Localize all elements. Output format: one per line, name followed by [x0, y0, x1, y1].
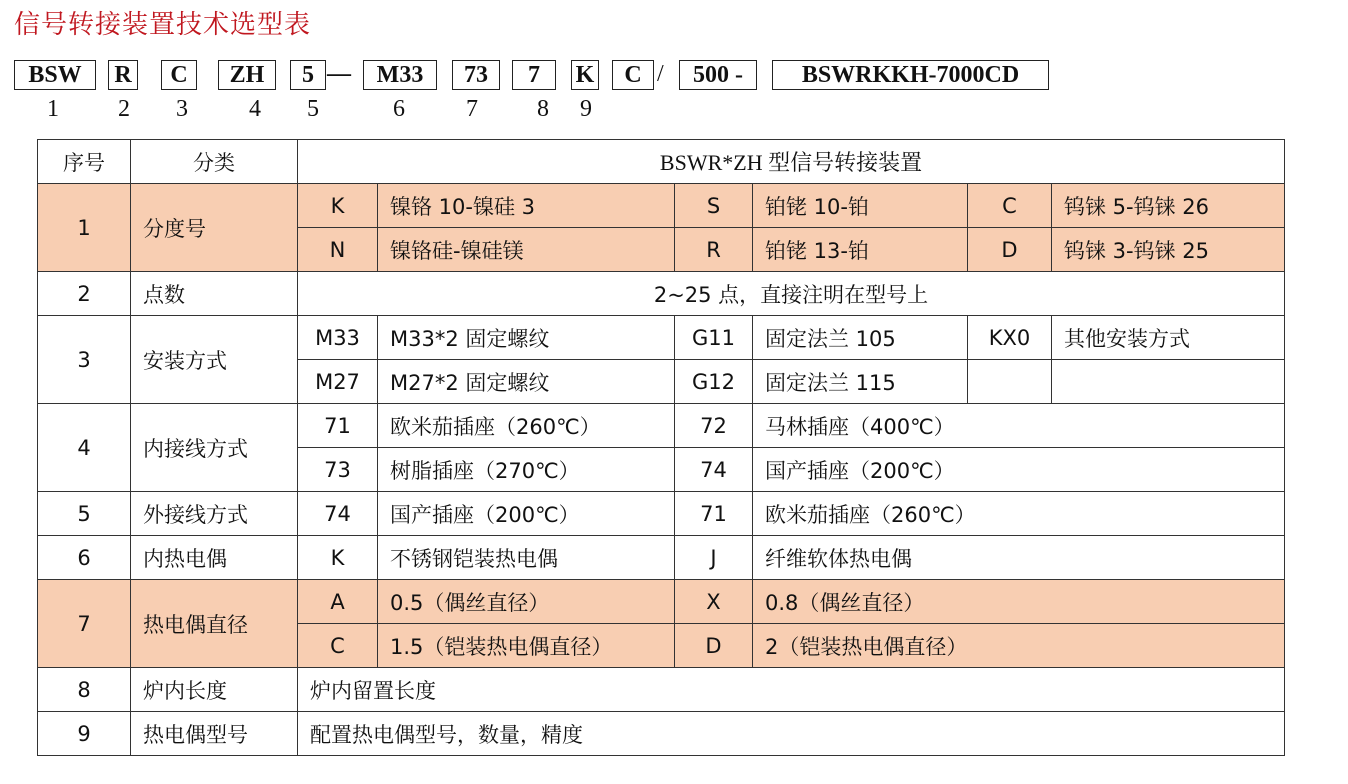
option-desc: 铂铑 13-铂 [753, 228, 968, 272]
code-box-diameter: C [612, 60, 654, 90]
row-text: 配置热电偶型号，数量，精度 [298, 712, 1285, 756]
option-desc: 树脂插座（270℃） [378, 448, 675, 492]
table-row [38, 536, 1285, 580]
option-desc: M33*2 固定螺纹 [378, 316, 675, 360]
option-code: D [675, 624, 753, 668]
row-seq: 1 [38, 184, 131, 272]
table-row [38, 404, 1285, 448]
model-code-row [0, 0, 1348, 130]
code-box-inner-wiring: 73 [452, 60, 500, 90]
code-box-model: BSWRKKH-7000CD [772, 60, 1049, 90]
option-desc: 铂铑 10-铂 [753, 184, 968, 228]
option-desc: 欧米茄插座（260℃） [378, 404, 675, 448]
row-text: 2~25 点，直接注明在型号上 [298, 272, 1285, 316]
option-code: X [675, 580, 753, 624]
option-code: J [675, 536, 753, 580]
option-code: KX0 [968, 316, 1052, 360]
option-desc: 国产插座（200℃） [378, 492, 675, 536]
row-category: 外接线方式 [131, 492, 298, 536]
selection-table [37, 139, 1285, 756]
option-desc: 不锈钢铠装热电偶 [378, 536, 675, 580]
code-slash: / [657, 61, 664, 87]
table-header-row [38, 140, 1285, 184]
code-box-thermocouple: K [571, 60, 599, 90]
option-code: 73 [298, 448, 378, 492]
page-title: 信号转接装置技术选型表 [14, 10, 312, 40]
option-desc: 国产插座（200℃） [753, 448, 1285, 492]
table-row [38, 184, 1285, 228]
option-code: G12 [675, 360, 753, 404]
row-text: 炉内留置长度 [298, 668, 1285, 712]
code-index-3: 3 [176, 96, 188, 122]
option-desc: 固定法兰 115 [753, 360, 968, 404]
row-category: 分度号 [131, 184, 298, 272]
code-box-mount: M33 [363, 60, 437, 90]
option-code: M27 [298, 360, 378, 404]
row-seq: 2 [38, 272, 131, 316]
row-category: 炉内长度 [131, 668, 298, 712]
code-box-outer-wiring: 7 [512, 60, 556, 90]
option-code: M33 [298, 316, 378, 360]
code-index-9: 9 [580, 96, 592, 122]
option-desc: 其他安装方式 [1052, 316, 1285, 360]
header-category: 分类 [131, 140, 298, 184]
option-desc: 钨铼 3-钨铼 25 [1052, 228, 1285, 272]
option-desc: 纤维软体热电偶 [753, 536, 1285, 580]
option-code: 74 [298, 492, 378, 536]
code-index-2: 2 [118, 96, 130, 122]
option-desc: 镍铬 10-镍硅 3 [378, 184, 675, 228]
option-desc: 马林插座（400℃） [753, 404, 1285, 448]
option-code: 72 [675, 404, 753, 448]
header-product: BSWR*ZH 型信号转接装置 [298, 140, 1285, 184]
option-code: K [298, 184, 378, 228]
code-index-1: 1 [47, 96, 59, 122]
option-desc: 0.5（偶丝直径） [378, 580, 675, 624]
option-desc: 欧米茄插座（260℃） [753, 492, 1285, 536]
row-category: 点数 [131, 272, 298, 316]
code-box-series: BSW [14, 60, 96, 90]
code-box-graduation: R [108, 60, 138, 90]
empty-cell [968, 360, 1052, 404]
code-index-7: 7 [466, 96, 478, 122]
option-desc: M27*2 固定螺纹 [378, 360, 675, 404]
row-category: 安装方式 [131, 316, 298, 404]
row-category: 热电偶直径 [131, 580, 298, 668]
code-index-6: 6 [393, 96, 405, 122]
option-code: K [298, 536, 378, 580]
row-seq: 6 [38, 536, 131, 580]
option-desc: 钨铼 5-钨铼 26 [1052, 184, 1285, 228]
code-box-points: 5 [290, 60, 326, 90]
option-code: G11 [675, 316, 753, 360]
code-index-8: 8 [537, 96, 549, 122]
option-code: C [968, 184, 1052, 228]
row-seq: 7 [38, 580, 131, 668]
row-seq: 3 [38, 316, 131, 404]
option-desc: 1.5（铠装热电偶直径） [378, 624, 675, 668]
option-code: 71 [298, 404, 378, 448]
table-row [38, 668, 1285, 712]
option-desc: 0.8（偶丝直径） [753, 580, 1285, 624]
row-seq: 9 [38, 712, 131, 756]
option-code: 71 [675, 492, 753, 536]
option-desc: 固定法兰 105 [753, 316, 968, 360]
header-seq: 序号 [38, 140, 131, 184]
row-category: 内接线方式 [131, 404, 298, 492]
code-index-4: 4 [249, 96, 261, 122]
option-code: C [298, 624, 378, 668]
table-row [38, 492, 1285, 536]
row-seq: 4 [38, 404, 131, 492]
option-desc: 2（铠装热电偶直径） [753, 624, 1285, 668]
row-category: 热电偶型号 [131, 712, 298, 756]
table-row [38, 580, 1285, 624]
code-box-c: C [161, 60, 197, 90]
row-seq: 5 [38, 492, 131, 536]
empty-cell [1052, 360, 1285, 404]
option-desc: 镍铬硅-镍硅镁 [378, 228, 675, 272]
code-index-5: 5 [307, 96, 319, 122]
row-seq: 8 [38, 668, 131, 712]
table-row [38, 712, 1285, 756]
code-dash: — [327, 61, 351, 87]
option-code: D [968, 228, 1052, 272]
table-row [38, 316, 1285, 360]
option-code: 74 [675, 448, 753, 492]
option-code: A [298, 580, 378, 624]
option-code: N [298, 228, 378, 272]
option-code: S [675, 184, 753, 228]
option-code: R [675, 228, 753, 272]
code-box-length: 500 - [679, 60, 757, 90]
table-row [38, 272, 1285, 316]
code-box-zh: ZH [218, 60, 276, 90]
row-category: 内热电偶 [131, 536, 298, 580]
